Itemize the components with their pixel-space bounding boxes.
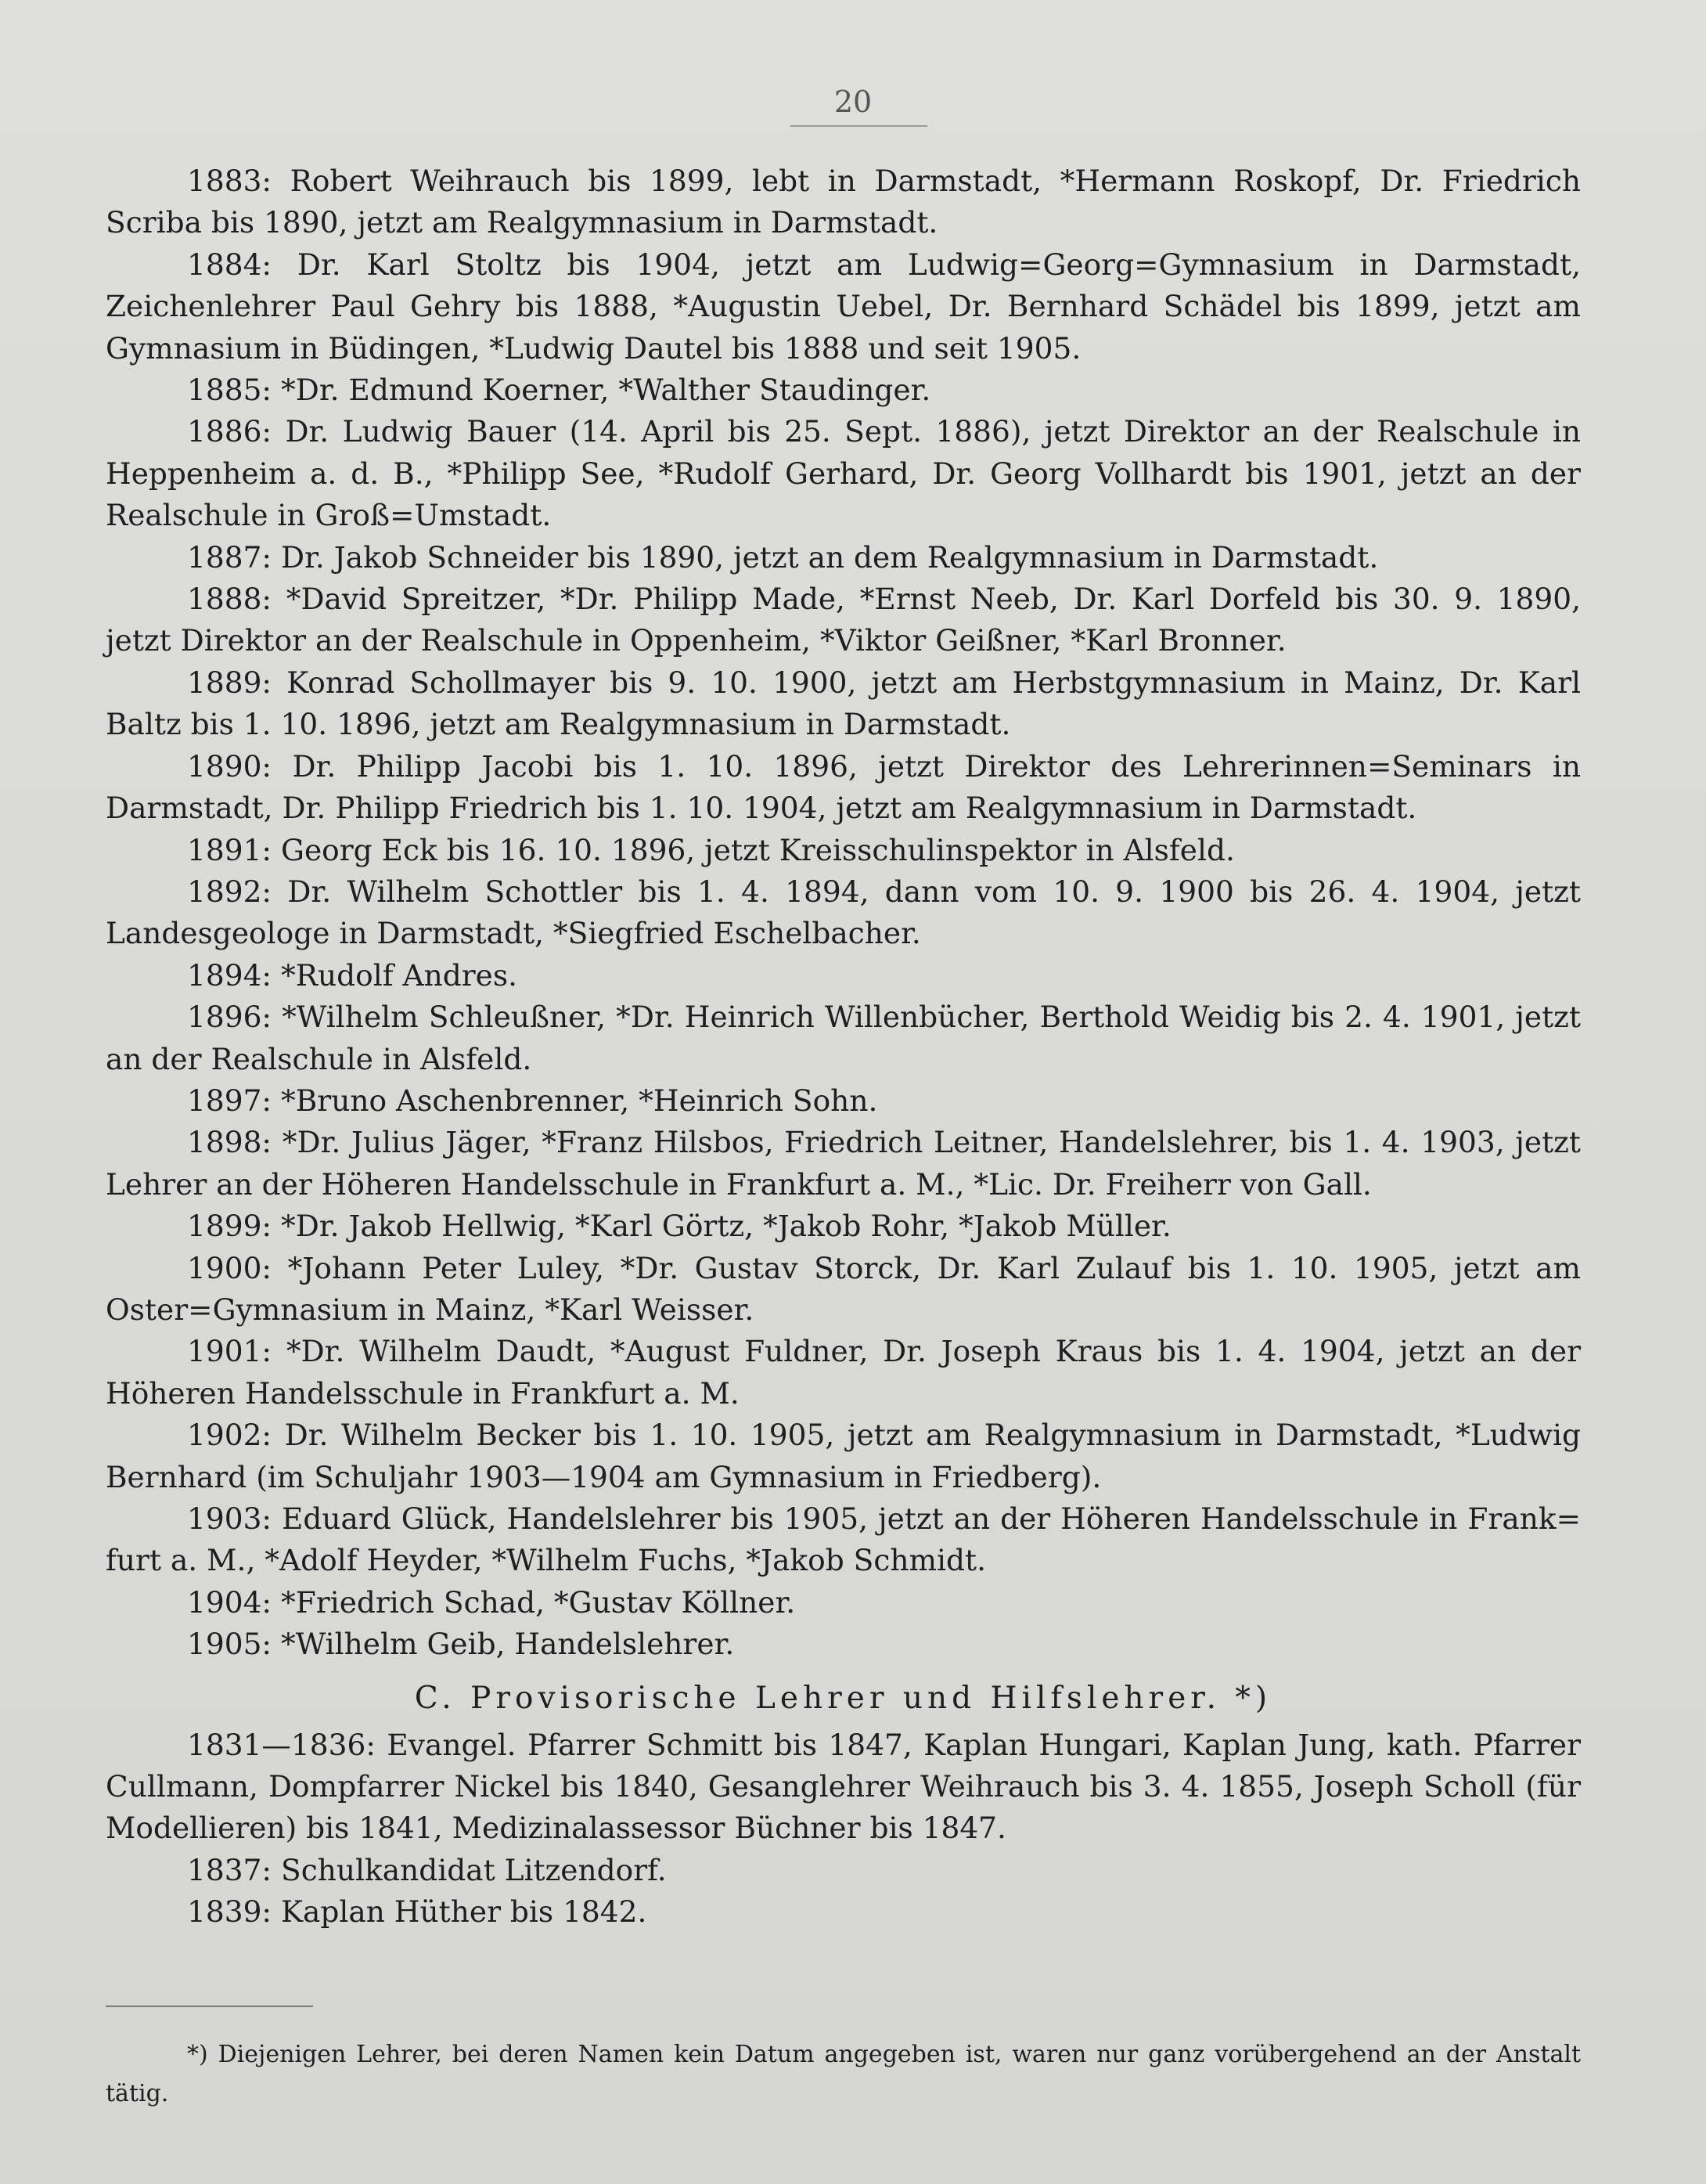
year-entry bbox=[106, 1122, 1581, 1206]
year-entry bbox=[106, 1624, 1581, 1665]
entry-year: 1904: bbox=[187, 1584, 272, 1620]
footnote-rule bbox=[106, 2006, 313, 2007]
entry-text: *David Spreitzer, *Dr. Philipp Made, *Ernst Neeb, Dr. Karl Dorfeld bis 30. 9. 1890, jetzt Direktor an der Realschule in Oppenheim, *Viktor Geißner, *Karl Bronner. bbox=[106, 582, 1581, 658]
year-entry bbox=[106, 537, 1581, 578]
entry-text: *Dr. Edmund Koerner, *Walther Staudinger. bbox=[281, 373, 931, 408]
entry-year: 1888: bbox=[187, 582, 272, 617]
entry-text: *Friedrich Schad, *Gustav Köllner. bbox=[281, 1584, 796, 1620]
entry-year: 1896: bbox=[187, 1000, 272, 1035]
entry-year: 1897: bbox=[187, 1083, 272, 1118]
entry-text: Dr. Wilhelm Becker bis 1. 10. 1905, jetzt am Realgymnasium in Darmstadt, *Ludwig Bernhard (im Schuljahr 1903—1904 am Gymnasium in Friedberg). bbox=[106, 1418, 1581, 1494]
year-entry bbox=[106, 411, 1581, 536]
year-entry bbox=[106, 1724, 1581, 1850]
year-entry bbox=[106, 1415, 1581, 1498]
entry-year: 1901: bbox=[187, 1334, 272, 1369]
year-entry bbox=[106, 1850, 1581, 1891]
teacher-list-section-b bbox=[106, 160, 1581, 1666]
entry-text: Schulkandidat Litzendorf. bbox=[281, 1852, 667, 1887]
entry-text: Dr. Karl Stoltz bis 1904, jetzt am Ludwig=Georg=Gymnasium in Darmstadt, Zeichenlehrer Paul Gehry bis 1888, *Augustin Uebel, Dr. Bernhard Schädel bis 1899, jetzt am Gymnasium in Büdingen, *Ludwig Dautel bis 1888 und seit 1905. bbox=[106, 247, 1581, 366]
teacher-list-section-c bbox=[106, 1724, 1581, 1934]
year-entry bbox=[106, 871, 1581, 955]
year-entry bbox=[106, 1206, 1581, 1247]
entry-text: *Johann Peter Luley, *Dr. Gustav Storck, Dr. Karl Zulauf bis 1. 10. 1905, jetzt am Oster=Gymnasium in Mainz, *Karl Weisser. bbox=[106, 1250, 1581, 1327]
entry-text: Dr. Philipp Jacobi bis 1. 10. 1896, jetzt Direktor des Lehrerinnen=Seminars in Darmstadt, Dr. Philipp Friedrich bis 1. 10. 1904, jetzt am Realgymnasium in Darmstadt. bbox=[106, 748, 1582, 826]
entry-text: Kaplan Hüther bis 1842. bbox=[281, 1894, 647, 1930]
entry-text: Dr. Jakob Schneider bis 1890, jetzt an dem Realgymnasium in Darmstadt. bbox=[281, 539, 1379, 575]
entry-year: 1900: bbox=[187, 1250, 272, 1285]
section-c-heading: C. Provisorische Lehrer und Hilfslehrer. *) bbox=[414, 1680, 1272, 1716]
entry-text: *Wilhelm Schleußner, *Dr. Heinrich Willenbücher, Berthold Weidig bis 2. 4. 1901, jetzt an der Realschule in Alsfeld. bbox=[106, 1000, 1581, 1076]
entry-year: 1899: bbox=[187, 1209, 272, 1244]
entry-year: 1837: bbox=[187, 1852, 272, 1887]
entry-text: *Dr. Julius Jäger, *Franz Hilsbos, Friedrich Leitner, Handelslehrer, bis 1. 4. 1903, jetzt Lehrer an der Höheren Handelsschule in Frankfurt a. M., *Lic. Dr. Freiherr von Gall. bbox=[106, 1125, 1581, 1202]
entry-text: Konrad Schollmayer bis 9. 10. 1900, jetzt am Herbstgymnasium in Mainz, Dr. Karl Baltz bis 1. 10. 1896, jetzt am Realgymnasium in Darmstadt. bbox=[106, 665, 1582, 742]
entry-text: Robert Weihrauch bis 1899, lebt in Darmstadt, *Hermann Roskopf, Dr. Friedrich Scriba bis 1890, jetzt am Realgymnasium in Darmstadt. bbox=[106, 164, 1582, 240]
entry-text: Dr. Ludwig Bauer (14. April bis 25. Sept. 1886), jetzt Direktor an der Realschule in Heppenheim a. d. B., *Philipp See, *Rudolf Gerhard, Dr. Georg Vollhardt bis 1901, jetzt an der Realschule in Groß=Umstadt. bbox=[106, 414, 1581, 533]
entry-text: *Dr. Wilhelm Daudt, *August Fuldner, Dr. Joseph Kraus bis 1. 4. 1904, jetzt an der Höheren Handelsschule in Frankfurt a. M. bbox=[106, 1334, 1581, 1411]
year-entry bbox=[106, 578, 1581, 662]
document-body bbox=[106, 160, 1581, 1934]
entry-year: 1902: bbox=[187, 1418, 272, 1453]
entry-year: 1903: bbox=[187, 1501, 272, 1536]
year-entry bbox=[106, 1582, 1581, 1624]
year-entry bbox=[106, 1248, 1581, 1332]
year-entry bbox=[106, 1331, 1581, 1415]
entry-year: 1887: bbox=[187, 539, 272, 575]
entry-year: 1885: bbox=[187, 373, 272, 408]
year-entry bbox=[106, 1498, 1581, 1582]
year-entry bbox=[106, 1080, 1581, 1122]
entry-year: 1889: bbox=[187, 665, 272, 700]
page-number-rule bbox=[790, 125, 927, 127]
entry-year: 1890: bbox=[187, 748, 272, 784]
year-entry bbox=[106, 955, 1581, 996]
year-entry bbox=[106, 746, 1581, 830]
footnote: *) Diejenigen Lehrer, bei deren Namen kein Datum angegeben ist, waren nur ganz vorübergehend an der Anstalt tätig. bbox=[106, 2041, 1581, 2107]
entry-year: 1905: bbox=[187, 1627, 272, 1662]
entry-text: *Bruno Aschenbrenner, *Heinrich Sohn. bbox=[281, 1083, 878, 1118]
entry-text: Dr. Wilhelm Schottler bis 1. 4. 1894, dann vom 10. 9. 1900 bis 26. 4. 1904, jetzt Landesgeologe in Darmstadt, *Siegfried Eschelbacher. bbox=[106, 874, 1581, 951]
entry-text: *Rudolf Andres. bbox=[281, 957, 518, 993]
entry-year: 1894: bbox=[187, 957, 272, 993]
entry-year: 1883: bbox=[187, 164, 272, 198]
year-entry bbox=[106, 662, 1581, 746]
entry-year: 1892: bbox=[187, 874, 272, 909]
year-entry bbox=[106, 830, 1581, 871]
entry-text: *Dr. Jakob Hellwig, *Karl Görtz, *Jakob Rohr, *Jakob Müller. bbox=[281, 1209, 1172, 1244]
entry-year: 1839: bbox=[187, 1894, 272, 1930]
entry-text: Evangel. Pfarrer Schmitt bis 1847, Kaplan Hungari, Kaplan Jung, kath. Pfarrer Cullmann, Dompfarrer Nickel bis 1840, Gesanglehrer Weihrauch bis 3. 4. 1855, Joseph Scholl (für Modellieren) bis 1841, Medizinalassessor Büchner bis 1847. bbox=[106, 1727, 1582, 1846]
entry-year: 1831—1836: bbox=[187, 1727, 376, 1762]
page-number: 20 bbox=[833, 85, 873, 119]
entry-text: Eduard Glück, Handelslehrer bis 1905, jetzt an der Höheren Handelsschule in Frank= furt a. M., *Adolf Heyder, *Wilhelm Fuchs, *Jakob Schmidt. bbox=[106, 1501, 1581, 1578]
year-entry bbox=[106, 996, 1581, 1080]
entry-year: 1884: bbox=[187, 247, 272, 282]
entry-text: *Wilhelm Geib, Handelslehrer. bbox=[281, 1627, 735, 1662]
entry-year: 1898: bbox=[187, 1125, 272, 1160]
entry-year: 1886: bbox=[187, 414, 272, 449]
year-entry bbox=[106, 160, 1581, 244]
year-entry bbox=[106, 244, 1581, 369]
year-entry bbox=[106, 1891, 1581, 1933]
entry-year: 1891: bbox=[187, 832, 272, 867]
year-entry bbox=[106, 369, 1581, 411]
entry-text: Georg Eck bis 16. 10. 1896, jetzt Kreisschulinspektor in Alsfeld. bbox=[281, 832, 1235, 867]
